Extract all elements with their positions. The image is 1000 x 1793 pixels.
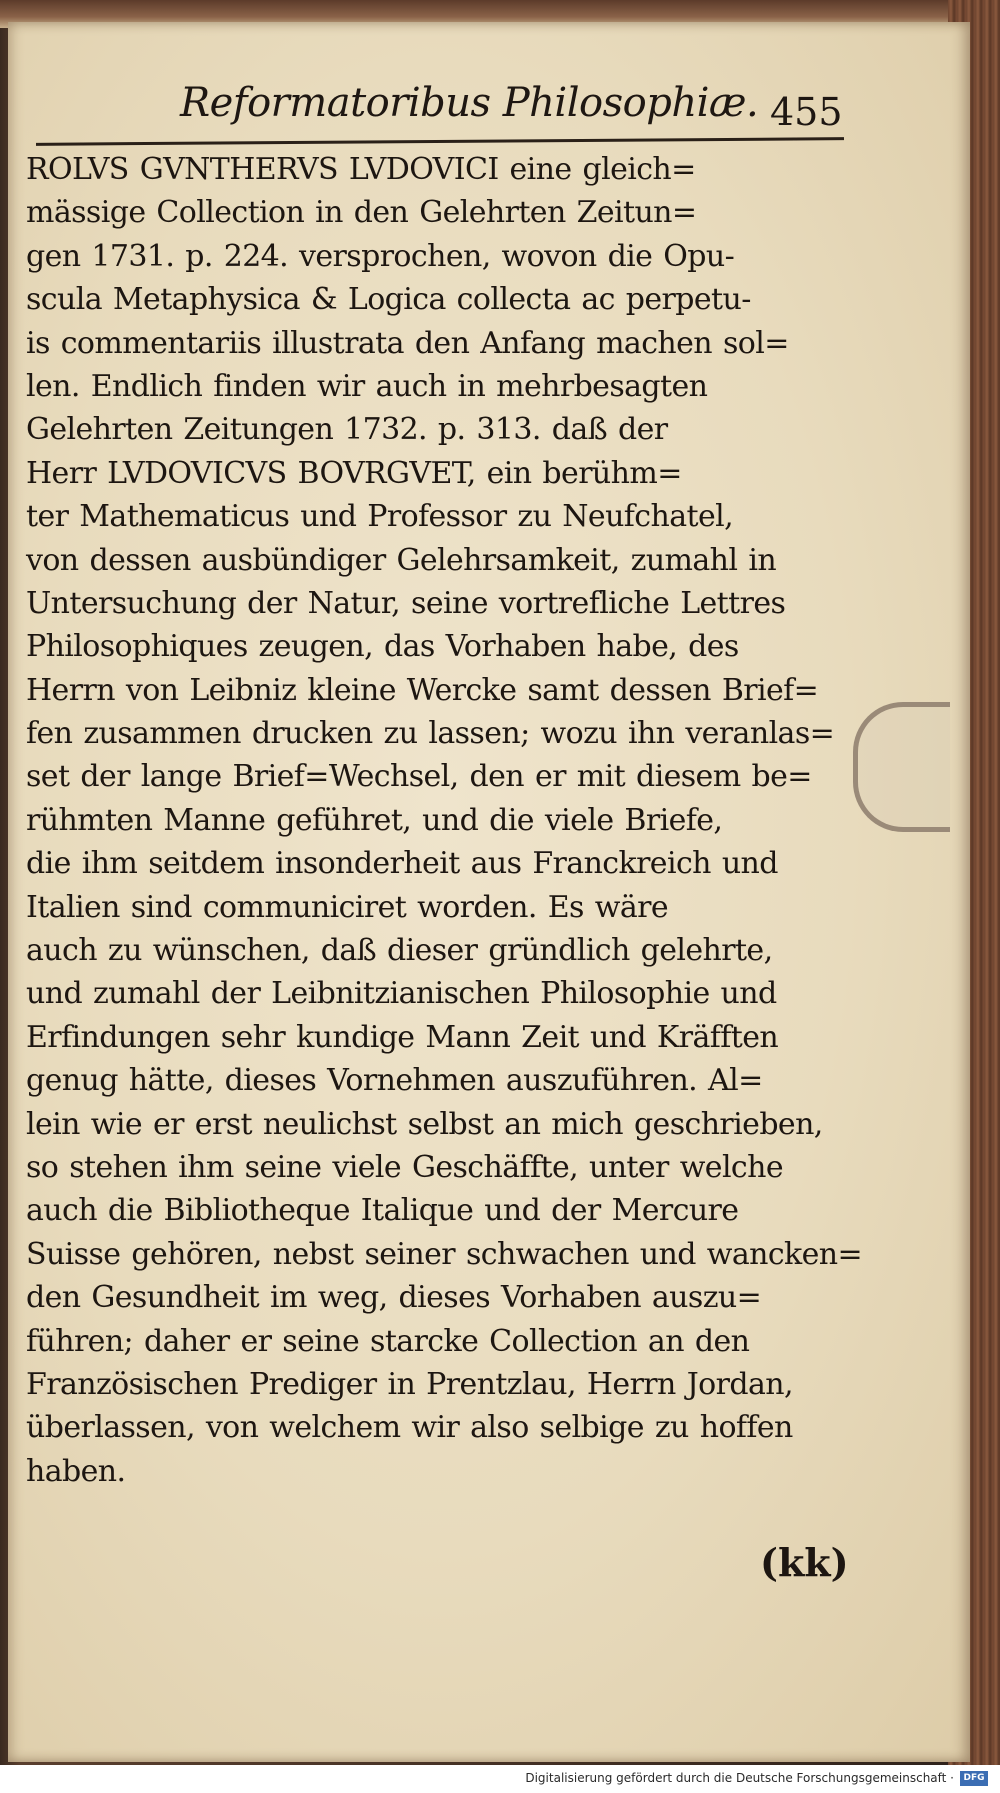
text-line: len. Endlich finden wir auch in mehrbesagten: [26, 368, 708, 404]
text-line: is commentariis illustrata den Anfang machen sol=: [26, 325, 789, 361]
text-line: Herrn von Leibniz kleine Wercke samt dessen Brief=: [26, 672, 819, 708]
text-line: Italien sind communiciret worden. Es wäre: [26, 889, 669, 925]
text-line: und zumahl der Leibnitzianischen Philosophie und: [26, 976, 777, 1012]
text-line: lein wie er erst neulichst selbst an mich geschrieben,: [26, 1106, 823, 1142]
text-line: so stehen ihm seine viele Geschäffte, unter welche: [26, 1149, 784, 1185]
text-line: fen zusammen drucken zu lassen; wozu ihn veranlas=: [26, 716, 835, 752]
digitization-footer: [0, 1765, 1000, 1793]
text-line: Französischen Prediger in Prentzlau, Herrn Jordan,: [26, 1366, 793, 1402]
text-line: Suisse gehören, nebst seiner schwachen und wancken=: [26, 1236, 863, 1272]
text-line: Erfindungen sehr kundige Mann Zeit und Kräfften: [26, 1019, 779, 1055]
text-line: rühmten Manne geführet, und die viele Briefe,: [26, 802, 723, 838]
text-line: den Gesundheit im weg, dieses Vorhaben auszu=: [26, 1280, 762, 1316]
signature-mark: (kk): [760, 1540, 849, 1585]
text-line: ter Mathematicus und Professor zu Neufchatel,: [26, 499, 734, 535]
text-line: gen 1731. p. 224. versprochen, wovon die Opu-: [26, 238, 735, 274]
dfg-logo: DFG: [960, 1771, 988, 1786]
text-line: ROLVS GVNTHERVS LVDOVICI eine gleich=: [26, 152, 696, 187]
funding-credit: Digitalisierung gefördert durch die Deutsche Forschungsgemeinschaft ·: [525, 1771, 954, 1785]
text-line: set der lange Brief=Wechsel, den er mit diesem be=: [26, 759, 812, 795]
text-line: führen; daher er seine starcke Collection an den: [26, 1323, 750, 1359]
page-number: 455: [770, 90, 843, 134]
text-line: Untersuchung der Natur, seine vortrefliche Lettres: [26, 585, 786, 621]
page-header: [180, 80, 880, 140]
text-line: scula Metaphysica & Logica collecta ac perpetu-: [26, 282, 751, 318]
text-line: auch zu wünschen, daß dieser gründlich gelehrte,: [26, 933, 773, 969]
running-head: Reformatoribus Philosophiæ.: [180, 80, 759, 126]
body-text: [26, 148, 863, 1493]
text-line: von dessen ausbündiger Gelehrsamkeit, zumahl in: [26, 542, 777, 578]
text-line: haben.: [26, 1453, 126, 1489]
text-line: Gelehrten Zeitungen 1732. p. 313. daß der: [26, 412, 668, 448]
text-line: genug hätte, dieses Vornehmen auszuführen. Al=: [26, 1063, 763, 1099]
text-line: Philosophiques zeugen, das Vorhaben habe, des: [26, 629, 739, 665]
text-line: überlassen, von welchem wir also selbige zu hoffen: [26, 1410, 793, 1446]
text-line: mässige Collection in den Gelehrten Zeitun=: [26, 195, 697, 231]
bookmark-clip: [853, 702, 950, 832]
text-line: die ihm seitdem insonderheit aus Franckreich und: [26, 846, 778, 882]
text-line: Herr LVDOVICVS BOVRGVET, ein berühm=: [26, 455, 682, 491]
text-line: auch die Bibliotheque Italique und der Mercure: [26, 1193, 739, 1229]
